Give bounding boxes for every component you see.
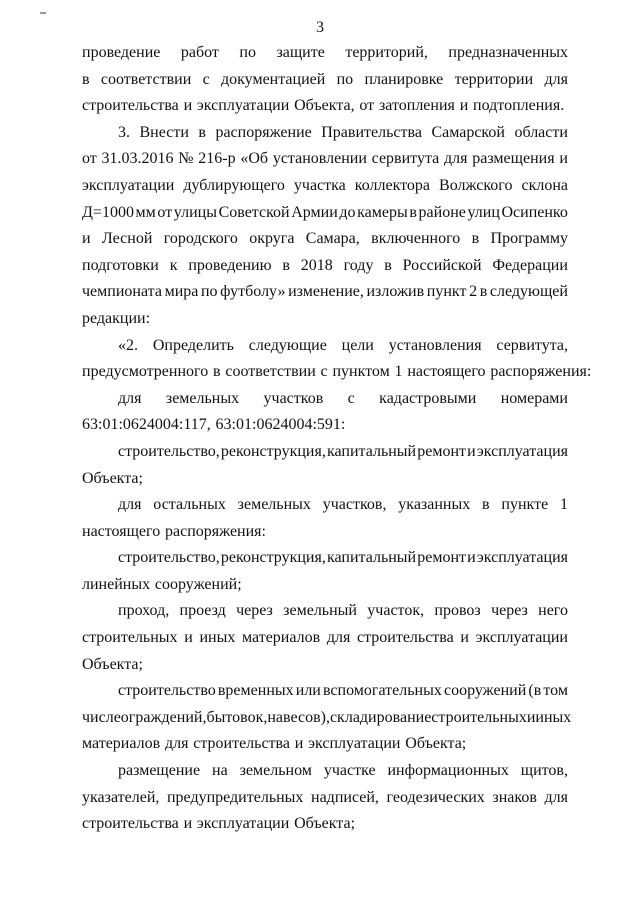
text-line: 63:01:0624004:117, 63:01:0624004:591: [82, 416, 346, 434]
text-line: для земельных участков с кадастровыми номерами [118, 389, 568, 407]
text-line: подготовки к проведению в 2018 году в Российской Федерации [82, 256, 568, 274]
text-line: строительства и эксплуатации Объекта; [82, 815, 356, 833]
text-line: для остальных земельных участков, указанных в пункте 1 [118, 496, 568, 514]
text-line: материалов для строительства и эксплуатации Объекта; [82, 735, 467, 753]
document-body [82, 40, 592, 838]
text-line: и Лесной городского округа Самара, включенного в Программу [82, 230, 568, 248]
text-line: в соответствии с документацией по планировке территории для [82, 70, 568, 88]
paragraph-other-plots [82, 492, 568, 545]
text-line: «2. Определить следующие цели установления сервитута, [118, 336, 568, 354]
paragraph-item-2-quote [82, 333, 592, 386]
text-line: строительство, реконструкция, капитальный ремонт и эксплуатация [118, 442, 568, 460]
paragraph-protection-works [82, 40, 568, 120]
text-line: строительства и эксплуатации Объекта, от затопления и подтопления. [82, 97, 565, 115]
paragraph-passage [82, 598, 568, 678]
text-line: указателей, предупредительных надписей, геодезических знаков для [82, 788, 568, 806]
text-line: Объекта; [82, 469, 143, 487]
text-line: числе ограждений, бытовок, навесов), складирование строительных и иных [82, 708, 572, 726]
paragraph-item-3 [82, 120, 568, 333]
text-line: эксплуатации дублирующего участка коллектора Волжского склона [82, 176, 568, 194]
paragraph-construction-object [82, 439, 568, 492]
text-line: предусмотренного в соответствии с пунктом 1 настоящего распоряжения: [82, 363, 592, 381]
paragraph-construction-linear [82, 545, 568, 598]
text-line: линейных сооружений; [82, 575, 242, 593]
text-line: строительство, реконструкция, капитальный ремонт и эксплуатация [118, 549, 568, 567]
scan-artifact-mark [40, 12, 46, 14]
text-line: строительных и иных материалов для строительства и эксплуатации [82, 629, 568, 647]
text-line: проведение работ по защите территорий, предназначенных [82, 44, 568, 61]
paragraph-signs [82, 758, 568, 838]
page-number: 3 [316, 19, 324, 36]
paragraph-temporary [82, 678, 572, 758]
text-line: проход, проезд через земельный участок, провоз через него [118, 602, 568, 620]
text-line: 3. Внести в распоряжение Правительства Самарской области [118, 123, 568, 141]
paragraph-cadastral [82, 386, 568, 439]
text-line: Объекта; [82, 655, 143, 673]
text-line: от 31.03.2016 № 216-р «Об установлении сервитута для размещения и [82, 150, 568, 168]
text-line: редакции: [82, 309, 151, 327]
text-line: настоящего распоряжения: [82, 522, 266, 540]
text-line: чемпионата мира по футболу» изменение, изложив пункт 2 в следующей [82, 283, 568, 301]
text-line: Д=1000 мм от улицы Советской Армии до камеры в районе улиц Осипенко [82, 203, 568, 221]
text-line: строительство временных или вспомогательных сооружений (в том [118, 682, 568, 700]
text-line: размещение на земельном участке информационных щитов, [118, 762, 568, 780]
